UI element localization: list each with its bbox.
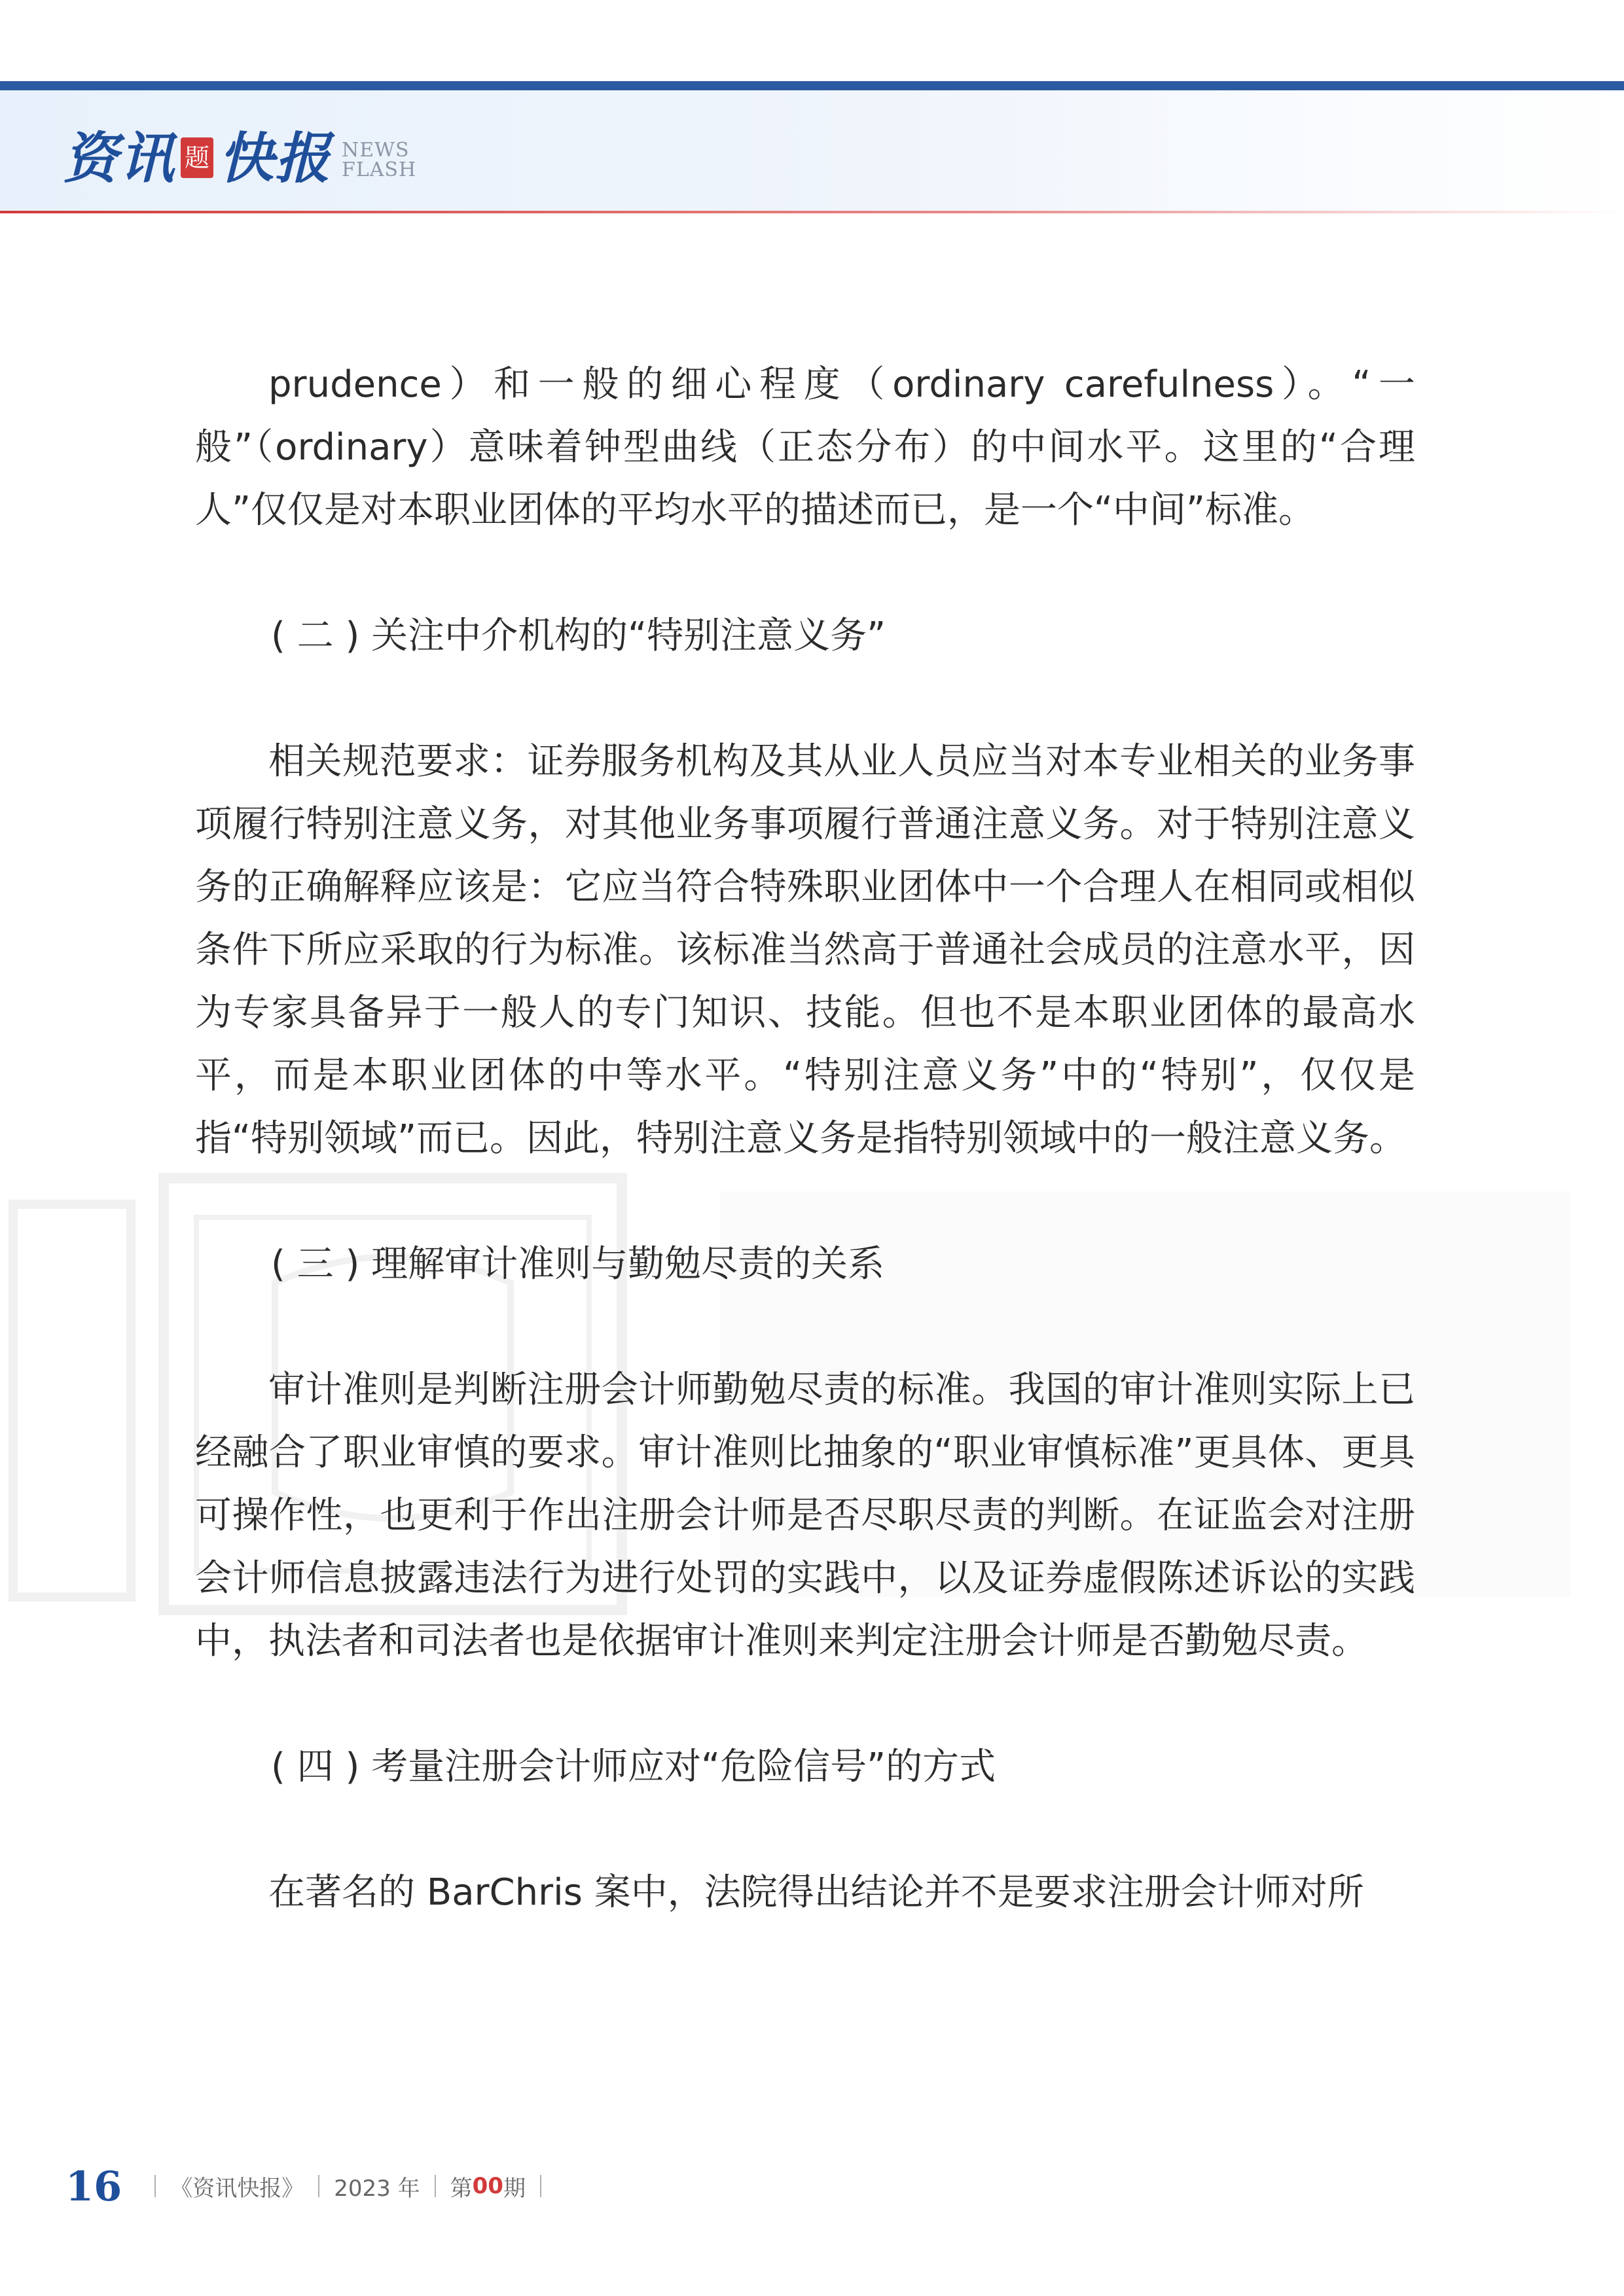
footer-separator [435,2175,436,2197]
footer-separator [154,2175,156,2197]
footer-separator [318,2175,319,2197]
paragraph-audit-standards: 审计准则是判断注册会计师勤勉尽责的标准。我国的审计准则实际上已经融合了职业审慎的要求。审计准则比抽象的“职业审慎标准”更具体、更具可操作性，也更利于作出注册会计师是否尽职尽责的判断。在证监会对注册会计师信息披露违法行为进行处罚的实践中，以及证券虚假陈述诉讼的实践中，执法者和司法者也是依据审计准则来判定注册会计师是否勤勉尽责。 [195,1369,1415,1662]
article-body [195,353,1415,1924]
logo-title-part1: 资讯 [63,125,176,190]
page-footer [65,2160,556,2212]
logo-seal: 题 [181,137,213,178]
footer-publication: 《资讯快报》 [170,2175,304,2202]
footer-issue-prefix: 第 [450,2175,473,2202]
logo-title-part2: 快报 [219,125,332,190]
footer-issue-number: 00 [472,2173,503,2199]
footer-year: 2023 年 [334,2175,420,2202]
logo-english [342,141,416,180]
header-red-rule [0,211,1624,213]
footer-issue-suffix: 期 [503,2175,526,2202]
publication-logo [63,118,416,190]
paragraph-special-duty: 相关规范要求：证券服务机构及其从业人员应当对本专业相关的业务事项履行特别注意义务，对其他业务事项履行普通注意义务。对于特别注意义务的正确解释应该是：它应当符合特殊职业团体中一个合理人在相同或相似条件下所应采取的行为标准。该标准当然高于普通社会成员的注意水平，因为专家具备异于一般人的专门知识、技能。但也不是本职业团体的最高水平，而是本职业团体的中等水平。“特别注意义务”中的“特别”，仅仅是指“特别领域”而已。因此，特别注意义务是指特别领域中的一般注意义务。 [195,740,1415,1160]
footer-separator [540,2175,541,2197]
section-heading-2: ( 二 ) 关注中介机构的“特别注意义务” [271,615,886,657]
page-number: 16 [65,2162,122,2210]
paragraph-intro: prudence）和一般的细心程度（ordinary carefulness）。“一般”（ordinary）意味着钟型曲线（正态分布）的中间水平。这里的“合理人”仅仅是对本职业团体的平均水平的描述而已，是一个“中间”标准。 [195,363,1415,531]
paragraph-barchris: 在著名的 BarChris 案中，法院得出结论并不是要求注册会计师对所 [268,1871,1364,1914]
logo-english-line1: NEWS [342,139,410,162]
section-heading-4: ( 四 ) 考量注册会计师应对“危险信号”的方式 [271,1746,996,1788]
section-heading-3: ( 三 ) 理解审计准则与勤勉尽责的关系 [271,1243,885,1285]
logo-english-line2: FLASH [342,158,417,181]
header-top-rule [0,81,1624,90]
